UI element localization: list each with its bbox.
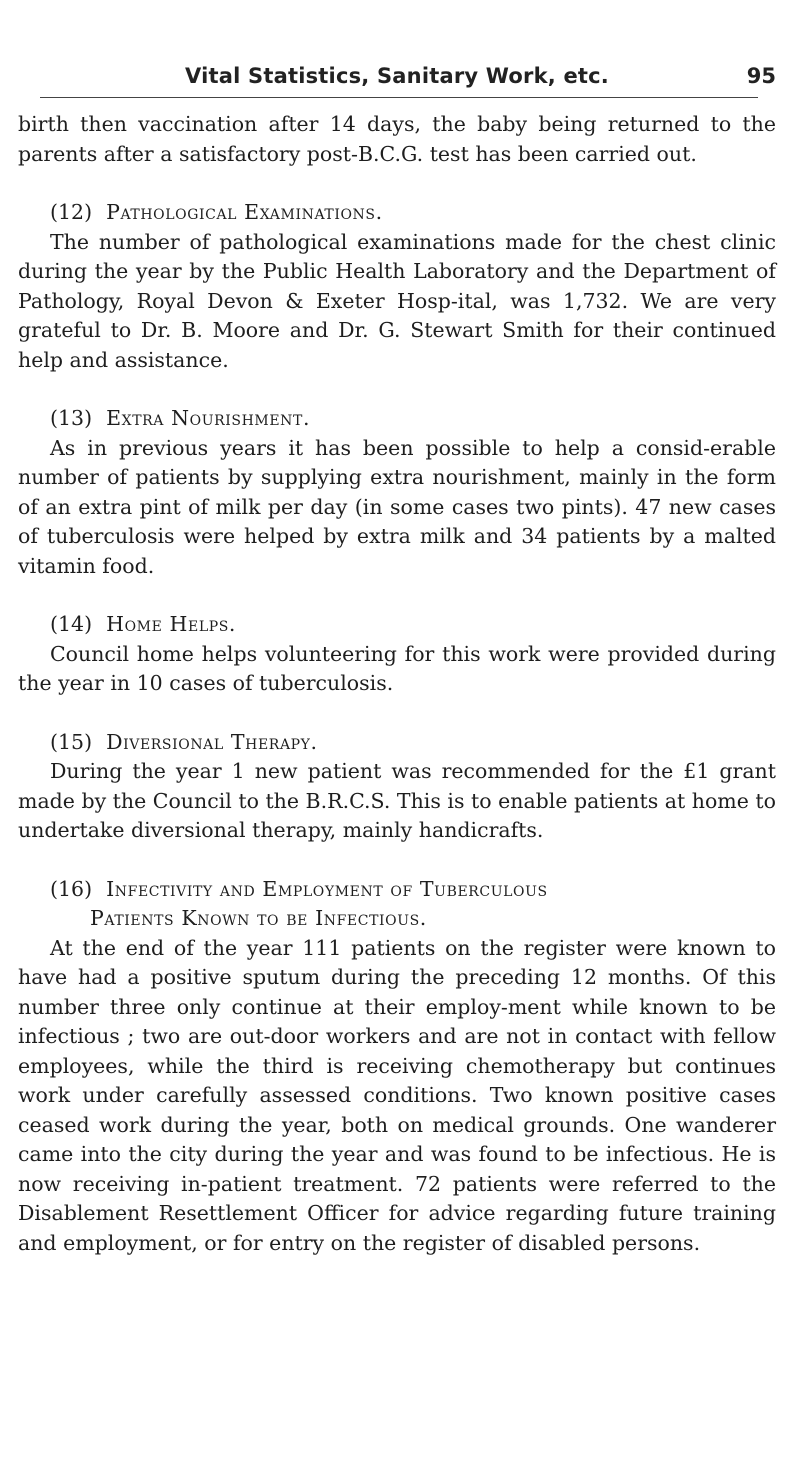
intro-paragraph: birth then vaccination after 14 days, the baby being returned to the parents after a satisfactory post-B.C.G. test has been carried out. bbox=[18, 112, 776, 166]
section-title-continued: Patients Known to be Infectious. bbox=[90, 906, 427, 930]
section-title: Pathological Examinations. bbox=[106, 200, 383, 224]
section-paragraph: As in previous years it has been possible to help a consid-erable number of patients by supplying extra nourishment, mainly in the form of an extra pint of milk per day (in some cases two pints). 47 new cases of tuberculosis were helped by extra milk and 34 patients by a malted vitamin food. bbox=[18, 435, 776, 578]
section-number: (12) bbox=[50, 200, 93, 224]
section-diversional-therapy bbox=[18, 728, 776, 846]
section-title: Infectivity and Employment of Tuberculous bbox=[106, 876, 548, 901]
section-infectivity-and-employment bbox=[18, 875, 776, 1259]
section-paragraph: During the year 1 new patient was recommended for the £1 grant made by the Council to the B.R.C.S. This is to enable patients at home to undertake diversional therapy, mainly handicrafts. bbox=[18, 759, 776, 842]
section-heading bbox=[18, 610, 776, 640]
header-rule bbox=[40, 97, 758, 98]
section-heading bbox=[18, 875, 776, 934]
section-number: (13) bbox=[50, 406, 93, 430]
section-pathological-examinations bbox=[18, 198, 776, 375]
body-text bbox=[18, 110, 776, 1258]
page-number: 95 bbox=[746, 64, 776, 88]
section-title: Diversional Therapy. bbox=[106, 729, 318, 754]
section-heading bbox=[18, 728, 776, 758]
section-paragraph: At the end of the year 111 patients on the register were known to have had a positive sputum during the preceding 12 months. Of this number three only continue at their employ-ment while known to be infectious ; two are out-door workers and are not in contact with fellow employees, while the third is receiving chemotherapy but continues work under carefully assessed conditions. Two known positive cases ceased work during the year, both on medical grounds. One wanderer came into the city during the year and was found to be infectious. He is now receiving in-patient treatment. 72 patients were referred to the Disablement Resettlement Officer for advice regarding future training and employment, or for entry on the register of disabled persons. bbox=[18, 935, 776, 1255]
section-home-helps bbox=[18, 610, 776, 699]
section-title: Extra Nourishment. bbox=[106, 406, 311, 430]
section-number: (14) bbox=[50, 612, 93, 636]
section-title: Home Helps. bbox=[106, 612, 237, 636]
section-paragraph: The number of pathological examinations made for the chest clinic during the year by the Public Health Laboratory and the Department of Pathology, Royal Devon & Exeter Hosp-ital, was 1,732. We are very grateful to Dr. B. Moore and Dr. G. Stewart Smith for their continued help and assistance. bbox=[18, 229, 776, 372]
running-title: Vital Statistics, Sanitary Work, etc. bbox=[185, 64, 609, 88]
section-paragraph: Council home helps volunteering for this work were provided during the year in 10 cases of tuberculosis. bbox=[18, 641, 776, 695]
section-number: (16) bbox=[50, 876, 93, 901]
running-header bbox=[18, 64, 776, 98]
section-heading bbox=[18, 198, 776, 228]
section-number: (15) bbox=[50, 729, 93, 754]
section-heading bbox=[18, 404, 776, 434]
section-extra-nourishment bbox=[18, 404, 776, 581]
